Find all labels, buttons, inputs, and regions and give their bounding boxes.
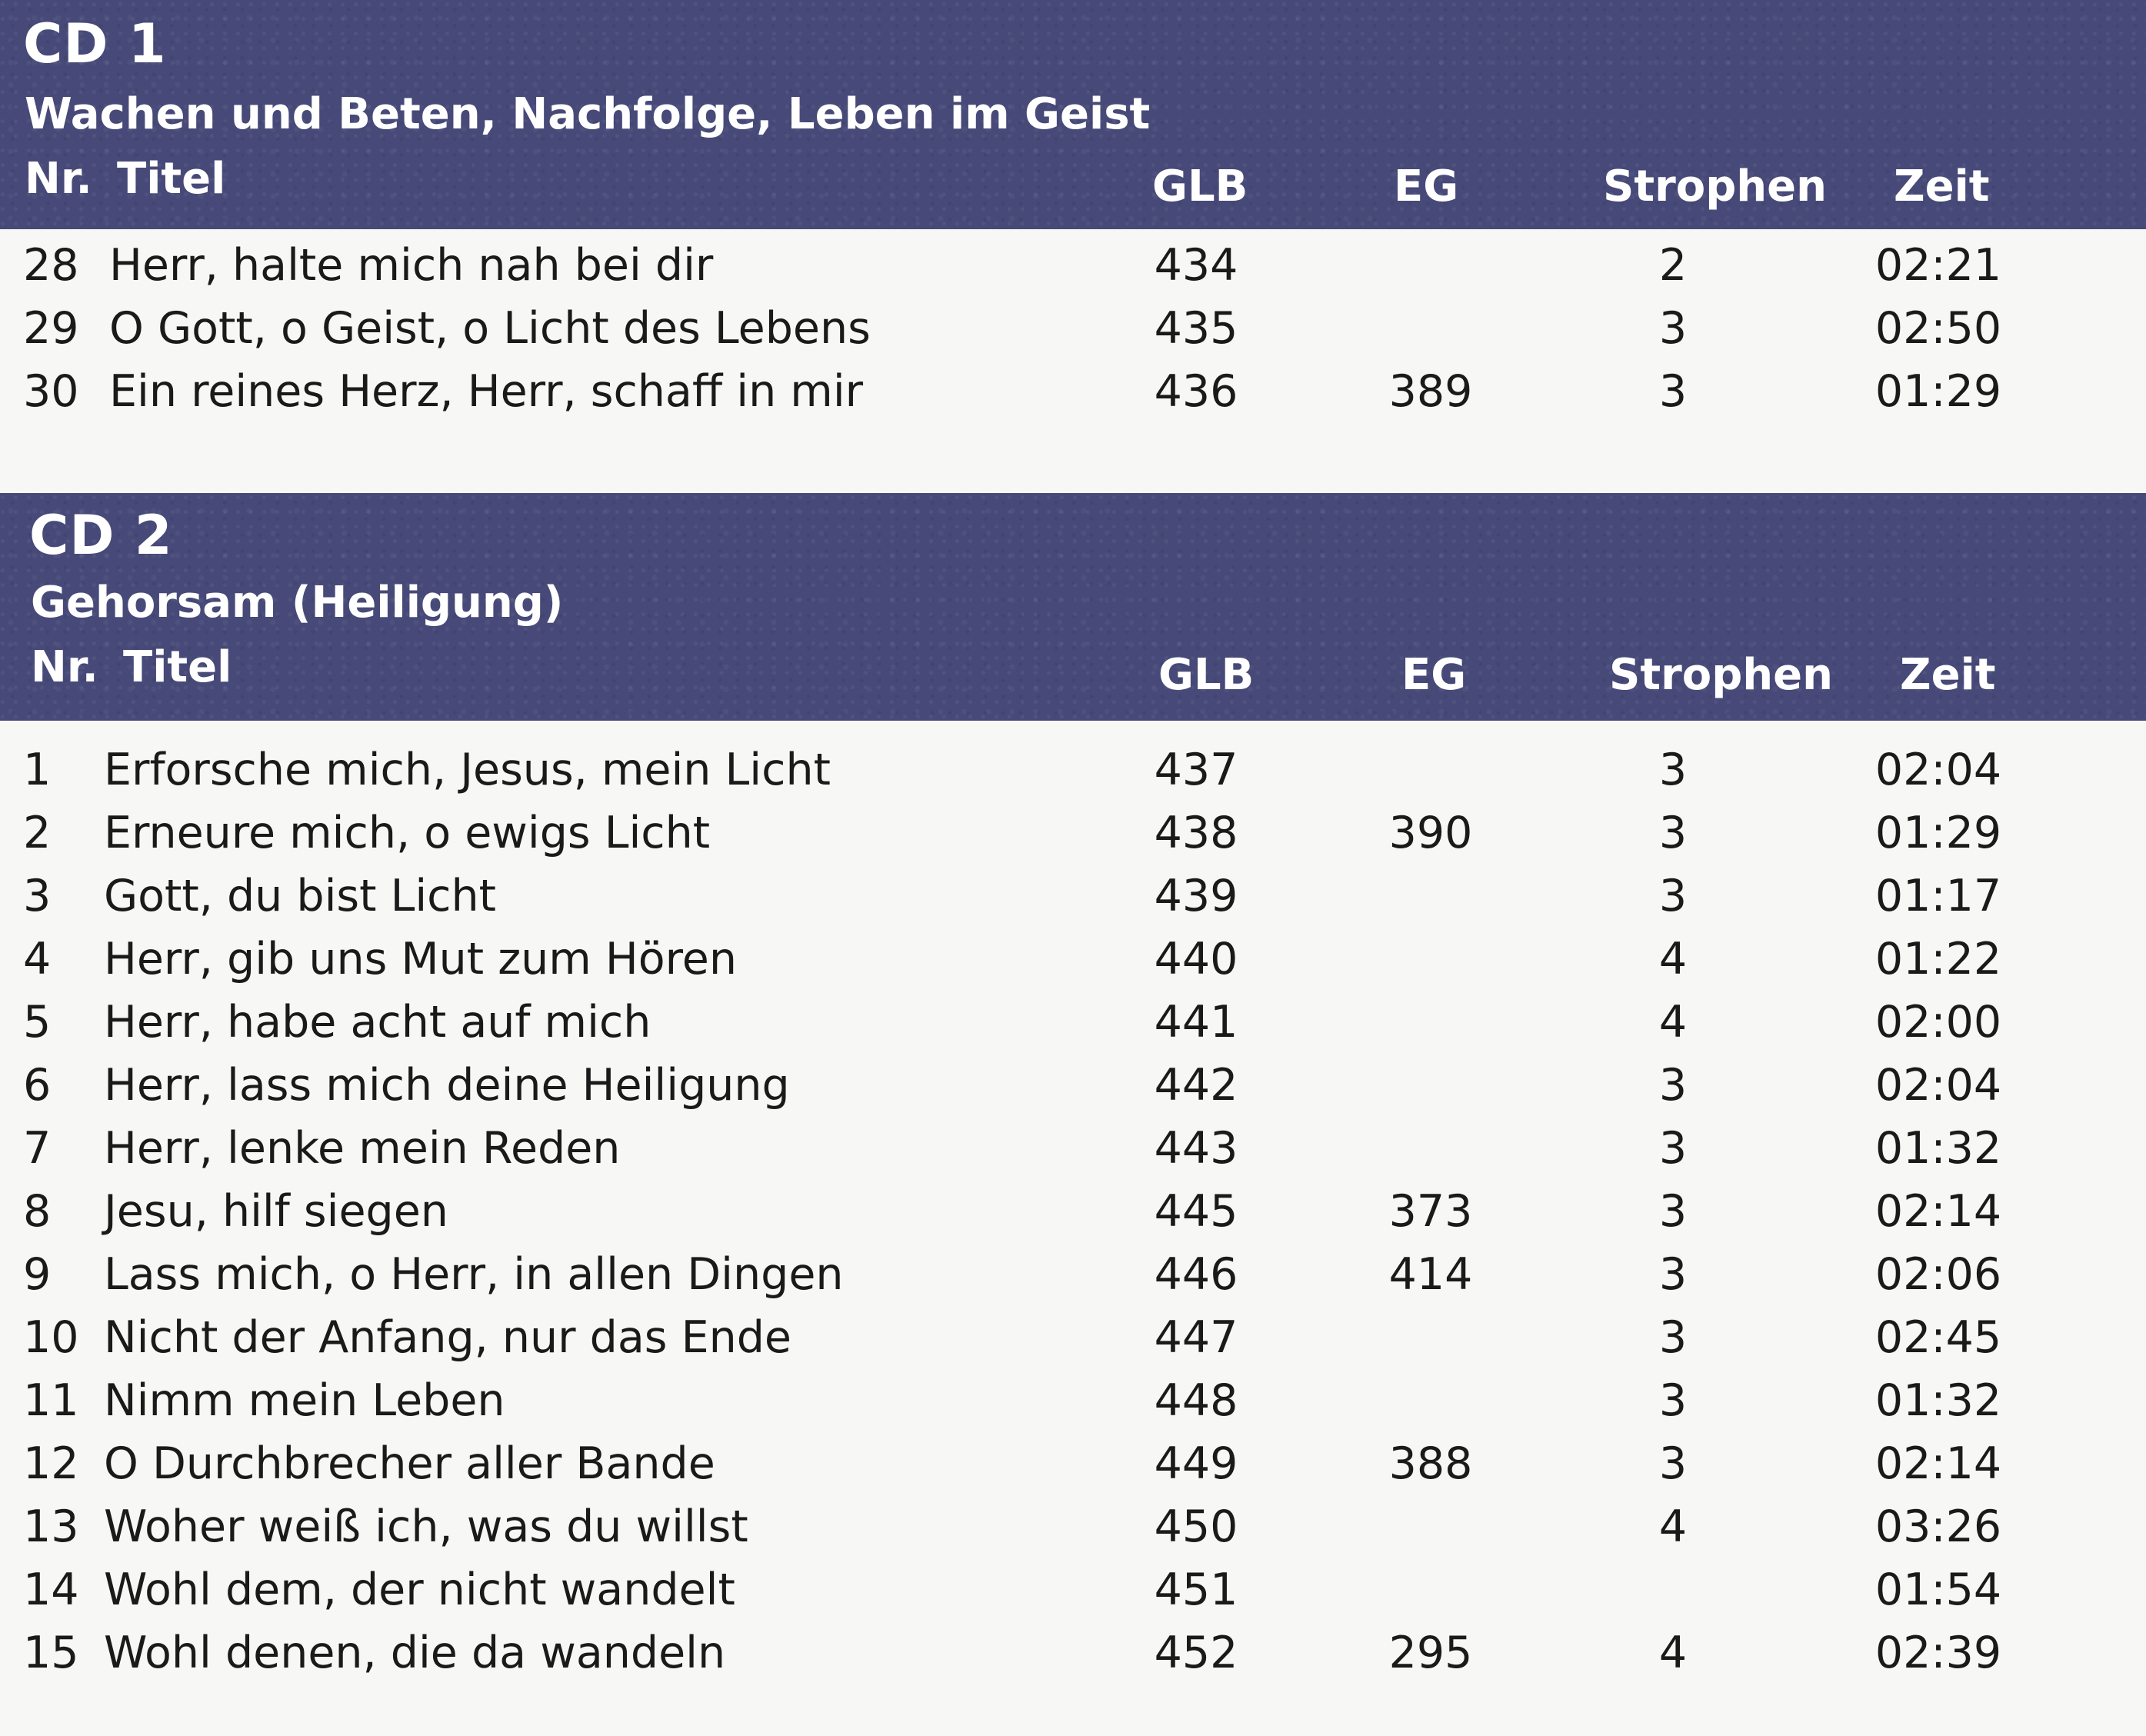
cd2-subtitle: Gehorsam (Heiligung) bbox=[31, 578, 564, 628]
track-strophen: 4 bbox=[1658, 934, 1688, 985]
track-glb: 442 bbox=[1154, 1060, 1238, 1111]
track-title: Erneure mich, o ewigs Licht bbox=[104, 808, 711, 858]
track-title: Herr, lass mich deine Heiligung bbox=[104, 1060, 790, 1111]
table-row bbox=[0, 234, 2146, 297]
track-eg: 388 bbox=[1388, 1438, 1473, 1489]
track-glb: 450 bbox=[1154, 1501, 1238, 1552]
track-eg: 389 bbox=[1388, 366, 1473, 417]
track-number: 11 bbox=[23, 1375, 79, 1426]
track-glb: 438 bbox=[1154, 808, 1238, 858]
cd2-header-nr: Nr. bbox=[31, 642, 98, 692]
track-number: 1 bbox=[23, 745, 52, 795]
track-number: 14 bbox=[23, 1564, 79, 1615]
track-number: 28 bbox=[23, 240, 79, 291]
track-title: Ein reines Herz, Herr, schaff in mir bbox=[109, 366, 864, 417]
track-number: 6 bbox=[23, 1060, 52, 1111]
track-zeit: 02:21 bbox=[1874, 240, 2002, 291]
table-row bbox=[0, 928, 2146, 991]
track-zeit: 01:29 bbox=[1874, 366, 2002, 417]
track-zeit: 01:17 bbox=[1874, 871, 2002, 921]
track-strophen: 3 bbox=[1658, 1375, 1688, 1426]
track-title: O Gott, o Geist, o Licht des Lebens bbox=[109, 303, 871, 354]
track-zeit: 01:32 bbox=[1874, 1375, 2002, 1426]
track-glb: 448 bbox=[1154, 1375, 1238, 1426]
track-glb: 447 bbox=[1154, 1312, 1238, 1363]
table-row bbox=[0, 865, 2146, 928]
track-number: 3 bbox=[23, 871, 52, 921]
cd1-subtitle: Wachen und Beten, Nachfolge, Leben im Geist bbox=[25, 89, 1151, 139]
track-title: Erforsche mich, Jesus, mein Licht bbox=[104, 745, 831, 795]
table-row bbox=[0, 991, 2146, 1054]
track-glb: 436 bbox=[1154, 366, 1238, 417]
track-glb: 451 bbox=[1154, 1564, 1238, 1615]
track-strophen: 3 bbox=[1658, 1186, 1688, 1237]
cd1-header-glb: GLB bbox=[1152, 162, 1248, 212]
track-number: 13 bbox=[23, 1501, 79, 1552]
table-row bbox=[0, 1117, 2146, 1180]
track-number: 7 bbox=[23, 1123, 52, 1174]
table-row bbox=[0, 1054, 2146, 1117]
track-zeit: 01:54 bbox=[1874, 1564, 2002, 1615]
table-row bbox=[0, 1432, 2146, 1495]
table-row bbox=[0, 1180, 2146, 1243]
track-zeit: 02:50 bbox=[1874, 303, 2002, 354]
track-title: Herr, halte mich nah bei dir bbox=[109, 240, 714, 291]
track-strophen: 3 bbox=[1658, 1312, 1688, 1363]
track-strophen: 3 bbox=[1658, 1438, 1688, 1489]
table-row bbox=[0, 1495, 2146, 1558]
track-number: 15 bbox=[23, 1628, 79, 1678]
cd2-title: CD 2 bbox=[29, 504, 173, 567]
track-zeit: 01:32 bbox=[1874, 1123, 2002, 1174]
track-glb: 440 bbox=[1154, 934, 1238, 985]
track-zeit: 02:45 bbox=[1874, 1312, 2002, 1363]
table-row bbox=[0, 801, 2146, 865]
cd1-header-zeit: Zeit bbox=[1894, 162, 1990, 212]
cd1-header-strophen: Strophen bbox=[1603, 162, 1827, 212]
track-strophen: 3 bbox=[1658, 745, 1688, 795]
track-number: 10 bbox=[23, 1312, 79, 1363]
track-strophen: 3 bbox=[1658, 1249, 1688, 1300]
table-row bbox=[0, 1558, 2146, 1621]
track-glb: 449 bbox=[1154, 1438, 1238, 1489]
cd1-header-titel: Titel bbox=[117, 154, 226, 204]
cd1-title: CD 1 bbox=[23, 12, 167, 75]
track-strophen: 3 bbox=[1658, 871, 1688, 921]
cd2-header-band bbox=[0, 493, 2146, 721]
track-title: Wohl dem, der nicht wandelt bbox=[104, 1564, 735, 1615]
track-zeit: 01:22 bbox=[1874, 934, 2002, 985]
track-strophen: 2 bbox=[1658, 240, 1688, 291]
table-row bbox=[0, 1621, 2146, 1684]
track-number: 8 bbox=[23, 1186, 52, 1237]
track-number: 2 bbox=[23, 808, 52, 858]
track-title: Gott, du bist Licht bbox=[104, 871, 496, 921]
track-zeit: 02:04 bbox=[1874, 1060, 2002, 1111]
table-row bbox=[0, 1369, 2146, 1432]
track-glb: 441 bbox=[1154, 997, 1238, 1048]
table-row bbox=[0, 360, 2146, 423]
track-strophen: 3 bbox=[1658, 1060, 1688, 1111]
track-title: Herr, habe acht auf mich bbox=[104, 997, 651, 1048]
track-strophen: 4 bbox=[1658, 1628, 1688, 1678]
track-strophen: 4 bbox=[1658, 997, 1688, 1048]
track-title: Herr, lenke mein Reden bbox=[104, 1123, 621, 1174]
cd2-header-zeit: Zeit bbox=[1900, 650, 1996, 700]
cd2-header-strophen: Strophen bbox=[1609, 650, 1833, 700]
track-title: Lass mich, o Herr, in allen Dingen bbox=[104, 1249, 844, 1300]
track-eg: 414 bbox=[1388, 1249, 1473, 1300]
cd1-header-eg: EG bbox=[1394, 162, 1459, 212]
track-title: O Durchbrecher aller Bande bbox=[104, 1438, 715, 1489]
track-eg: 373 bbox=[1388, 1186, 1473, 1237]
track-title: Jesu, hilf siegen bbox=[104, 1186, 448, 1237]
cd1-header-band bbox=[0, 0, 2146, 229]
track-zeit: 02:39 bbox=[1874, 1628, 2002, 1678]
track-number: 9 bbox=[23, 1249, 52, 1300]
track-eg: 295 bbox=[1388, 1628, 1473, 1678]
table-row bbox=[0, 1243, 2146, 1306]
track-eg: 390 bbox=[1388, 808, 1473, 858]
track-number: 12 bbox=[23, 1438, 79, 1489]
table-row bbox=[0, 297, 2146, 360]
track-zeit: 02:00 bbox=[1874, 997, 2002, 1048]
track-title: Wohl denen, die da wandeln bbox=[104, 1628, 726, 1678]
track-number: 30 bbox=[23, 366, 79, 417]
cd2-header-eg: EG bbox=[1401, 650, 1467, 700]
track-strophen: 3 bbox=[1658, 366, 1688, 417]
track-strophen: 4 bbox=[1658, 1501, 1688, 1552]
track-strophen: 3 bbox=[1658, 303, 1688, 354]
track-strophen: 3 bbox=[1658, 808, 1688, 858]
track-glb: 452 bbox=[1154, 1628, 1238, 1678]
track-glb: 446 bbox=[1154, 1249, 1238, 1300]
track-zeit: 02:14 bbox=[1874, 1186, 2002, 1237]
track-zeit: 03:26 bbox=[1874, 1501, 2002, 1552]
cd1-header-nr: Nr. bbox=[25, 154, 92, 204]
table-row bbox=[0, 738, 2146, 801]
track-title: Nicht der Anfang, nur das Ende bbox=[104, 1312, 791, 1363]
track-zeit: 02:04 bbox=[1874, 745, 2002, 795]
track-glb: 437 bbox=[1154, 745, 1238, 795]
track-zeit: 02:14 bbox=[1874, 1438, 2002, 1489]
track-title: Woher weiß ich, was du willst bbox=[104, 1501, 748, 1552]
track-number: 29 bbox=[23, 303, 79, 354]
track-zeit: 01:29 bbox=[1874, 808, 2002, 858]
cd2-header-titel: Titel bbox=[123, 642, 232, 692]
track-title: Herr, gib uns Mut zum Hören bbox=[104, 934, 737, 985]
cd2-header-glb: GLB bbox=[1158, 650, 1255, 700]
track-glb: 445 bbox=[1154, 1186, 1238, 1237]
track-number: 4 bbox=[23, 934, 52, 985]
track-number: 5 bbox=[23, 997, 52, 1048]
table-row bbox=[0, 1306, 2146, 1369]
track-zeit: 02:06 bbox=[1874, 1249, 2002, 1300]
track-glb: 439 bbox=[1154, 871, 1238, 921]
track-title: Nimm mein Leben bbox=[104, 1375, 505, 1426]
track-strophen: 3 bbox=[1658, 1123, 1688, 1174]
track-glb: 435 bbox=[1154, 303, 1238, 354]
track-glb: 443 bbox=[1154, 1123, 1238, 1174]
track-glb: 434 bbox=[1154, 240, 1238, 291]
